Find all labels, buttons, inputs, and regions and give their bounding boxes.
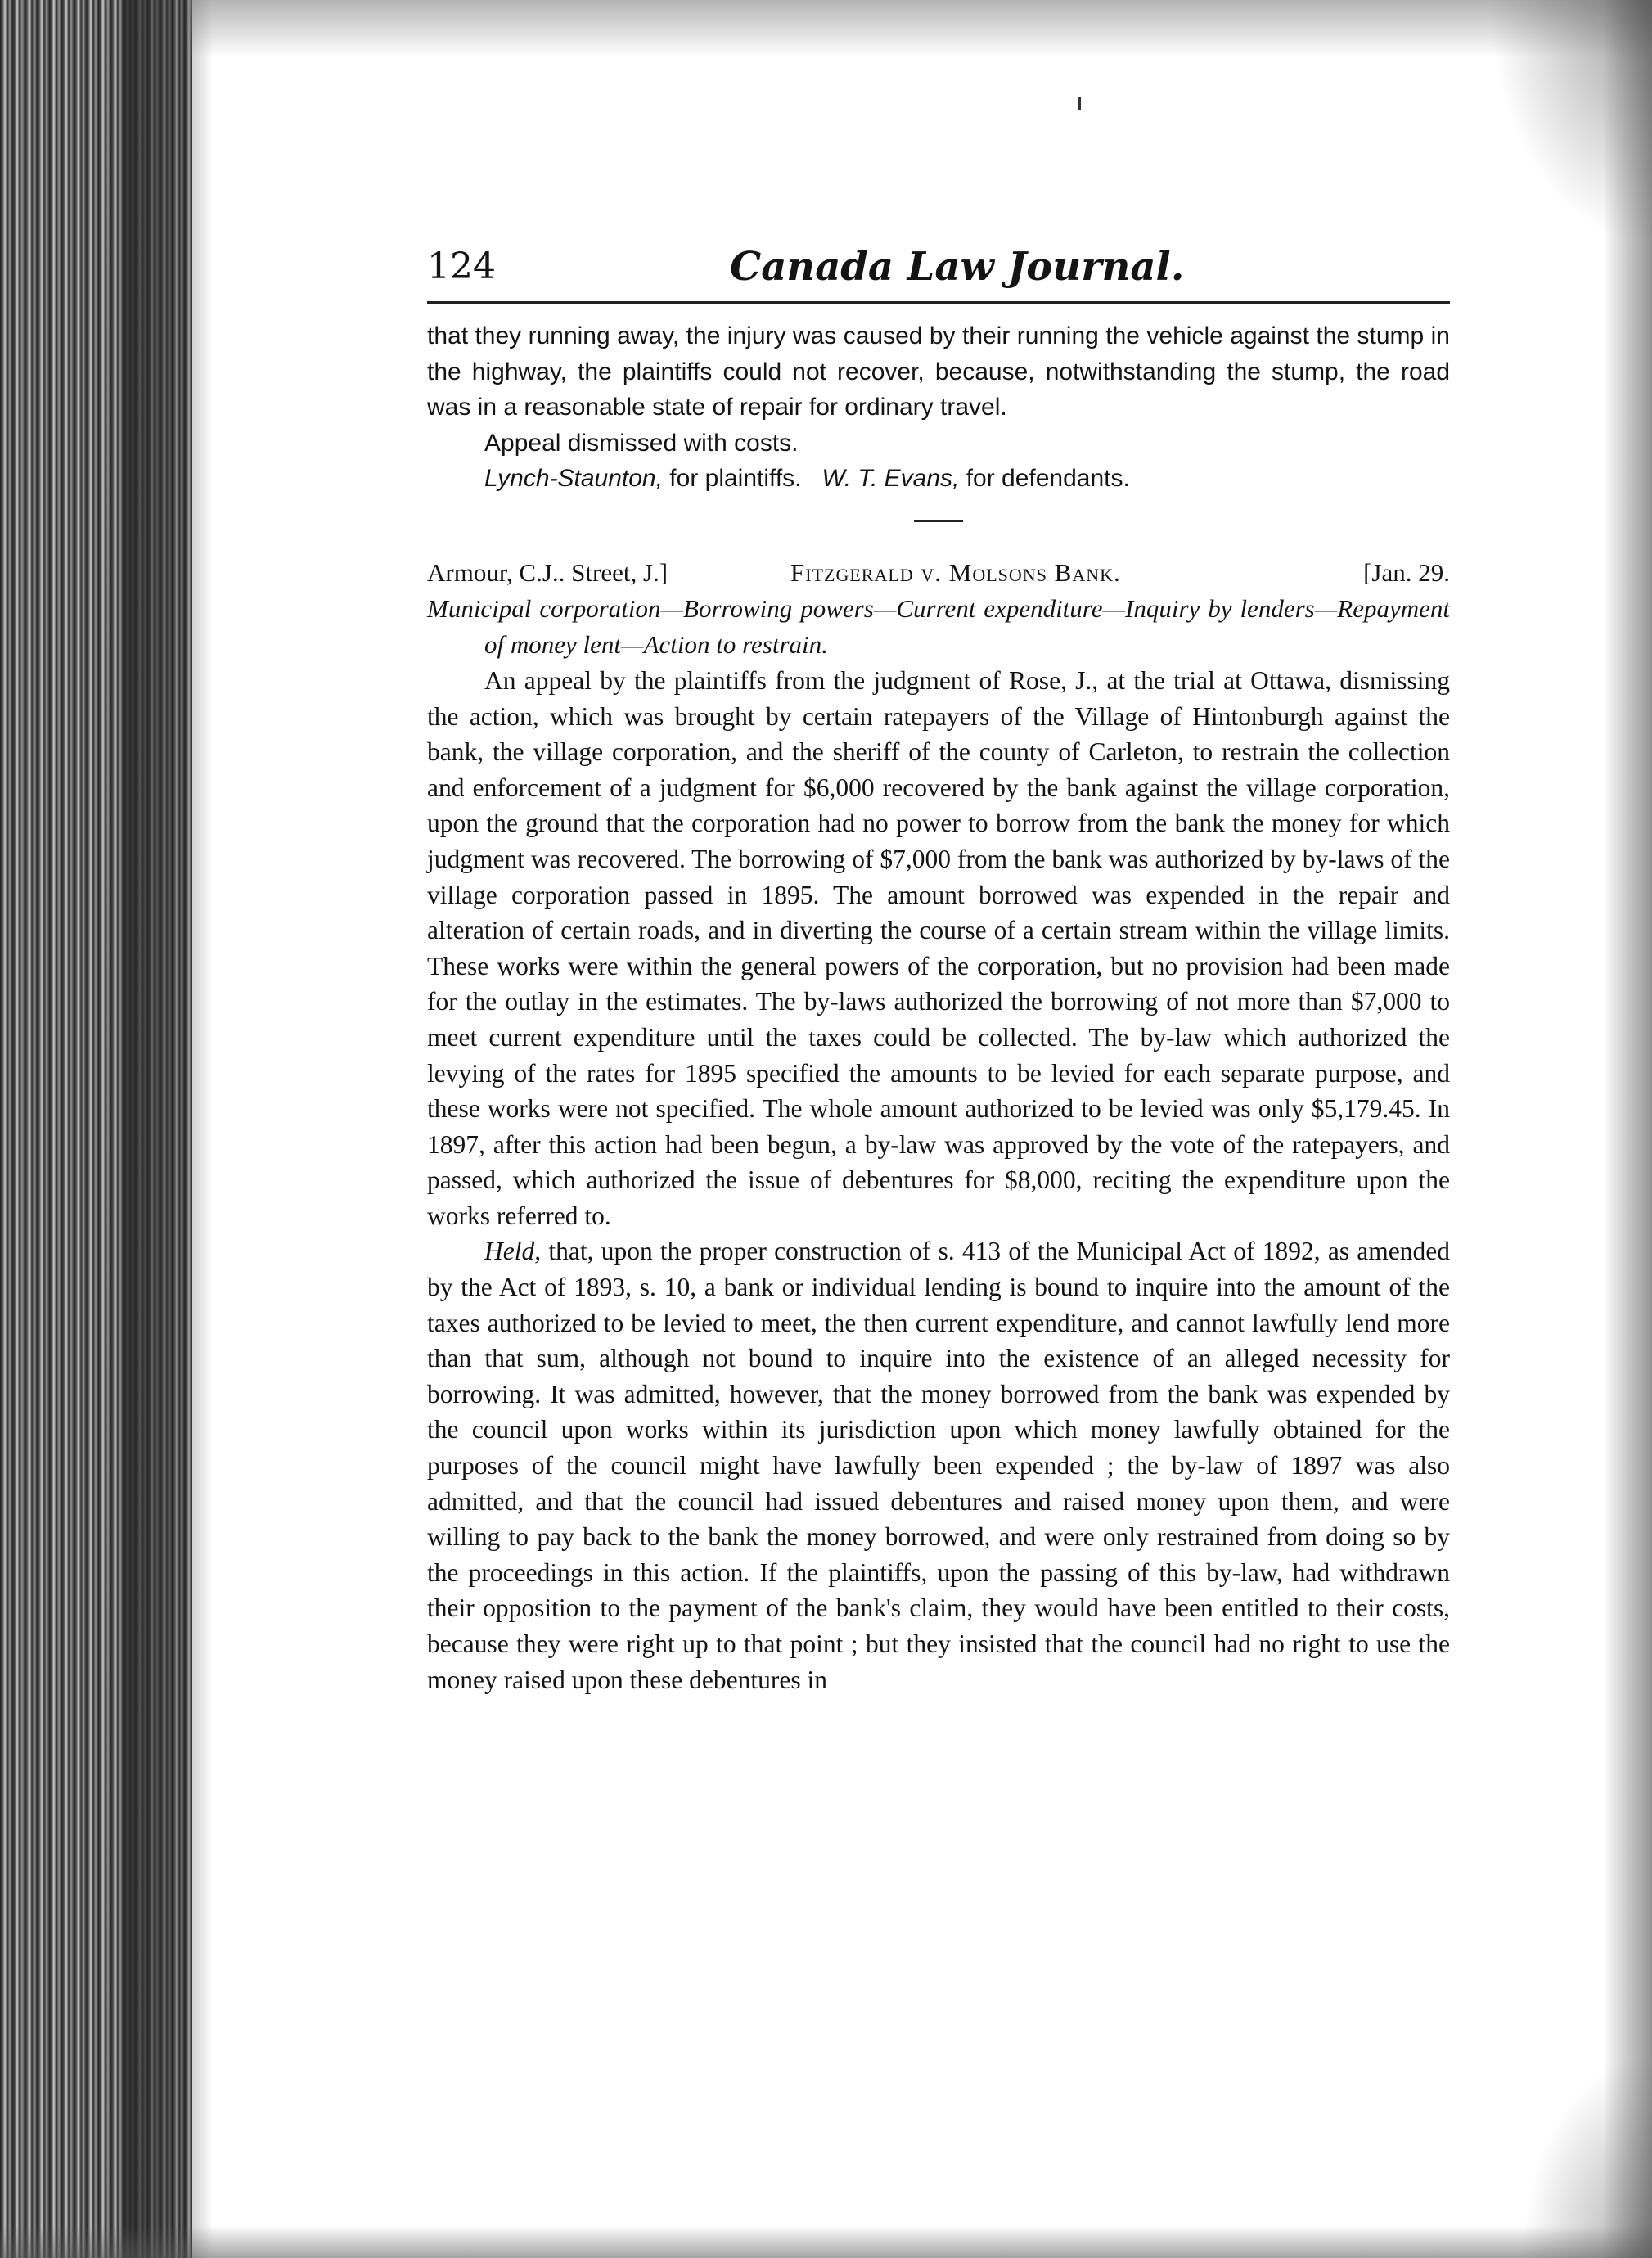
scan-corner-top-right [1488,0,1652,246]
case-name: Fitzgerald v. Molsons Bank. [790,557,1121,587]
prior-case-paragraph: that they running away, the injury was caused by their running the vehicle against the stump in the highway, the plaintiffs could not recover, because, notwithstanding the stump, the road was in a reasonable state of repair for ordinary travel. [427,322,1450,421]
case-separator-rule [914,520,963,522]
scan-right-edge [1603,0,1652,2258]
case-paragraph-2 [427,1233,1450,1697]
counsel-defendant-role: for defendants. [966,465,1130,493]
journal-title: Canada Law Journal. [730,244,1185,290]
counsel-plaintiff-name: Lynch-Staunton, [484,465,663,493]
case-judges: Armour, C.J.. Street, J.] [427,557,668,587]
held-text: that, upon the proper construction of s. 413 of the Municipal Act of 1892, as amended by the Act of 1893, s. 10, a bank or individual lending is bound to inquire into the amount of the taxes authorized to be levied to meet, the then current expenditure, and cannot lawfully lend more than that sum, although not bound to inquire into the existence of an alleged necessity for borrowing. It was admitted, however, that the money borrowed from the bank was expended by the council upon works within its jurisdiction upon which money lawfully obtained for the purposes of the council might have lawfully been expended ; the by-law of 1897 was also admitted, and that the council had issued debentures and raised money upon them, and were willing to pay back to the bank the money borrowed, and were only restrained from doing so by the proceedings in this action. If the plaintiffs, upon the passing of this by-law, had withdrawn their opposition to the payment of the bank's claim, they would have been entitled to their costs, because they were right up to that point ; but they insisted that the council had no right to use the money raised upon these debentures in [427,1237,1450,1694]
case-paragraph-1: An appeal by the plaintiffs from the judgment of Rose, J., at the trial at Ottawa, dismissing the action, which was brought by certain ratepayers of the Village of Hintonburgh against the bank, the village corporation, and the sheriff of the county of Carleton, to restrain the collection and enforcement of a judgment for $6,000 recovered by the bank against the village corporation, upon the ground that the corporation had no power to borrow from the bank the money for which judgment was recovered. The borrowing of $7,000 from the bank was authorized by by-laws of the village corporation passed in 1895. The amount borrowed was expended in the repair and alteration of certain roads, and in diverting the course of a certain stream within the village limits. These works were within the general powers of the corporation, but no provision had been made for the outlay in the estimates. The by-laws authorized the borrowing of not more than $7,000 to meet current expenditure until the taxes could be collected. The by-law which authorized the levying of the rates for 1895 specified the amounts to be levied for each separate purpose, and these works were not specified. The whole amount authorized to be levied was only $5,179.45. In 1897, after this action had been begun, a by-law was approved by the vote of the ratepayers, and passed, which authorized the issue of debentures for $8,000, reciting the expenditure upon the works referred to. [427,665,1450,1230]
prior-case-counsel [427,461,1450,497]
counsel-defendant-name: W. T. Evans, [821,465,960,493]
case-heading [427,555,1450,591]
case-date: [Jan. 29. [1363,557,1450,587]
case-headnote: Municipal corporation—Borrowing powers—Current expenditure—Inquiry by lenders—Repayment of money lent—Action to restrain. [427,593,1450,659]
scan-binding-shadow [123,0,213,2258]
counsel-plaintiff-role: for plaintiffs. [669,465,802,493]
scan-bottom-edge [0,2225,1652,2258]
scan-corner-bottom-right [1521,2053,1652,2258]
page-number: 124 [427,246,496,287]
page-header [427,237,1450,304]
scan-speck [1078,97,1081,110]
held-label: Held, [484,1237,542,1266]
scan-top-edge [188,0,1652,57]
prior-case-disposition: Appeal dismissed with costs. [484,429,799,457]
page-body [427,318,1450,1697]
journal-page [427,237,1450,1697]
